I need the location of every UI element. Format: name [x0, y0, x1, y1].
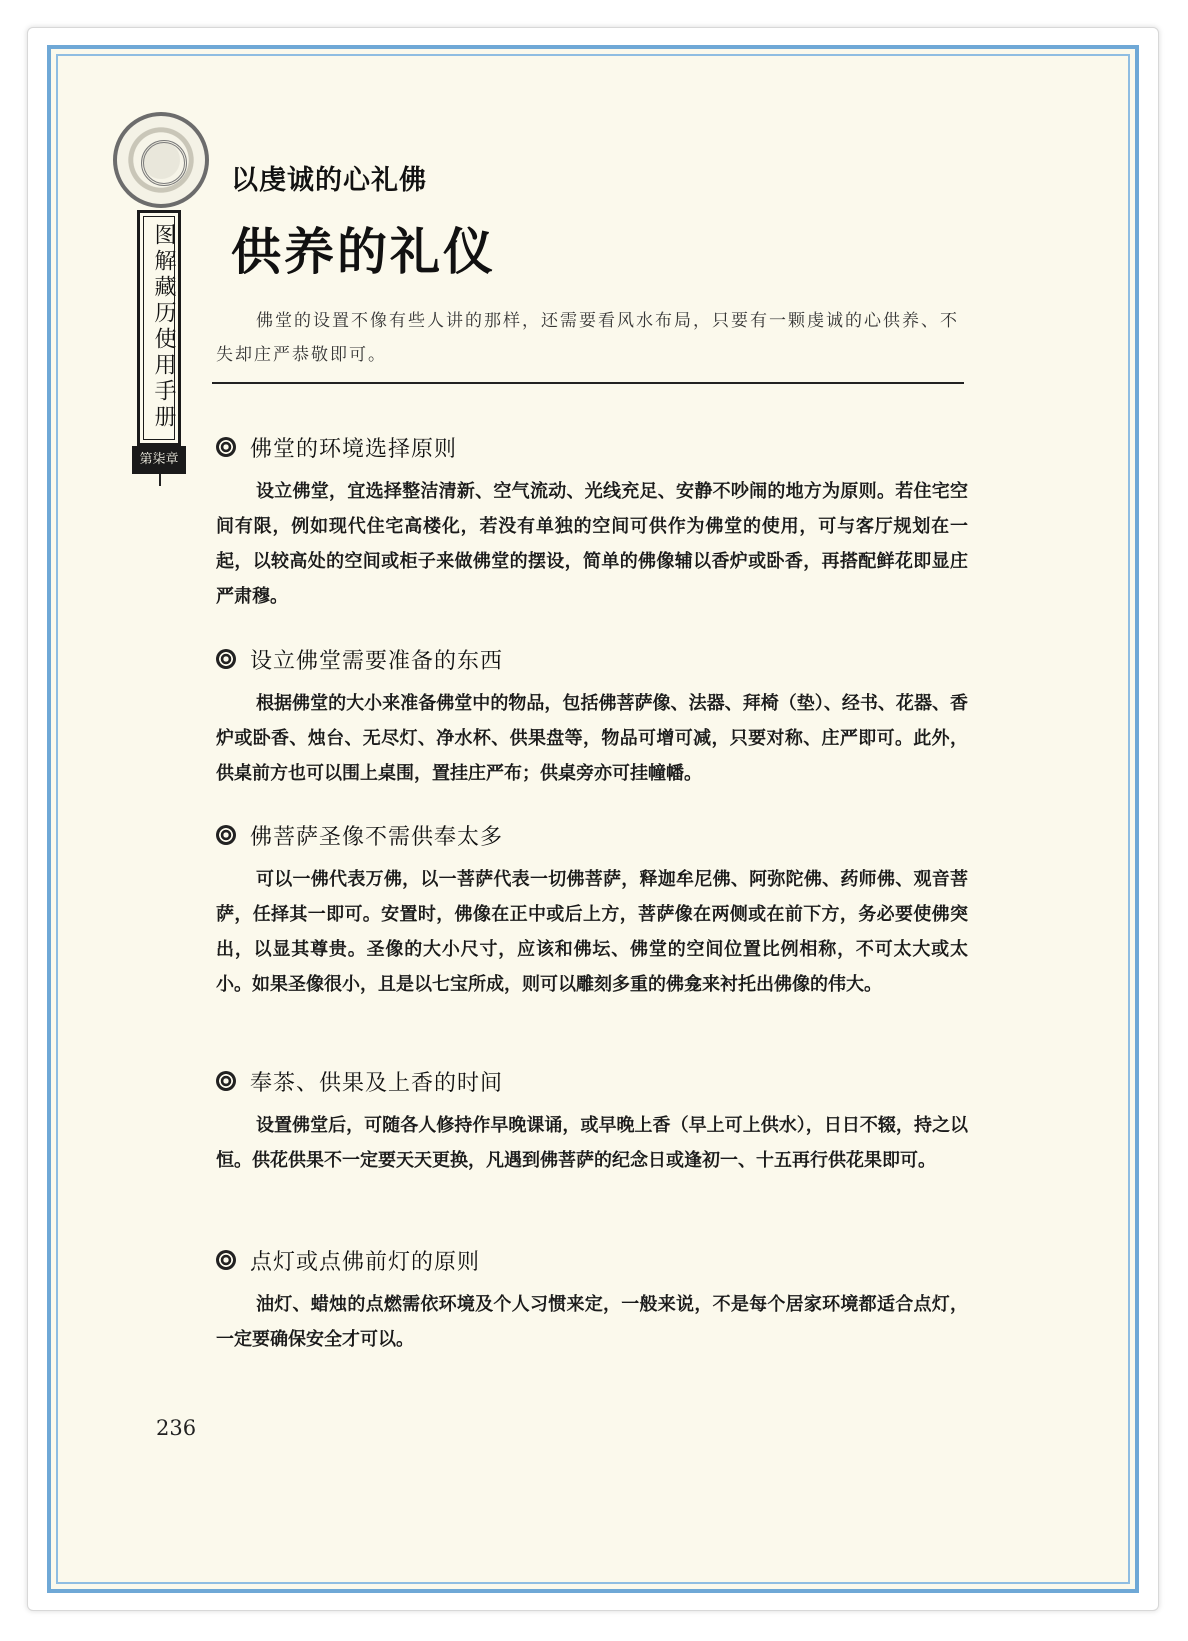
flower-bullet-icon: [216, 649, 236, 669]
section-environment: [216, 430, 968, 614]
section-body: 可以一佛代表万佛，以一菩萨代表一切佛菩萨，释迦牟尼佛、阿弥陀佛、药师佛、观音菩萨，任择其一即可。安置时，佛像在正中或后上方，菩萨像在两侧或在前下方，务必要使佛突出，以显其尊贵。圣像的大小尺寸，应该和佛坛、佛堂的空间位置比例相称，不可太大或太小。如果圣像很小，且是以七宝所成，则可以雕刻多重的佛龛来衬托出佛像的伟大。: [216, 869, 968, 995]
chapter-tag: 第柒章: [132, 446, 186, 474]
section-heading: 佛菩萨圣像不需供奉太多: [250, 824, 504, 850]
section-heading: 设立佛堂需要准备的东西: [250, 648, 504, 674]
section-body: 根据佛堂的大小来准备佛堂中的物品，包括佛菩萨像、法器、拜椅（垫）、经书、花器、香炉或卧香、烛台、无尽灯、净水杯、供果盘等，物品可增可减，只要对称、庄严即可。此外，供桌前方也可以围上桌围，置挂庄严布；供桌旁亦可挂幢幡。: [216, 693, 968, 784]
section-body: 设置佛堂后，可随各人修持作早晚课诵，或早晚上香（早上可上供水），日日不辍，持之以恒。供花供果不一定要天天更换，凡遇到佛菩萨的纪念日或逢初一、十五再行供花果即可。: [216, 1115, 968, 1171]
section-heading: 奉茶、供果及上香的时间: [250, 1070, 504, 1096]
section-heading: 佛堂的环境选择原则: [250, 436, 458, 462]
flower-bullet-icon: [216, 1250, 236, 1270]
page-number: 236: [156, 1416, 197, 1440]
flower-bullet-icon: [216, 437, 236, 457]
section-lamps: [216, 1243, 968, 1357]
book-title-vertical: 图解藏历使用手册: [151, 223, 176, 431]
divider: [212, 382, 964, 384]
section-body: 油灯、蜡烛的点燃需依环境及个人习惯来定，一般来说，不是每个居家环境都适合点灯，一定要确保安全才可以。: [216, 1294, 968, 1350]
flower-bullet-icon: [216, 825, 236, 845]
section-subtitle: 以虔诚的心礼佛: [231, 165, 427, 196]
section-preparation: [216, 642, 968, 791]
page-title: 供养的礼仪: [231, 222, 496, 281]
section-heading: 点灯或点佛前灯的原则: [250, 1249, 481, 1275]
flower-bullet-icon: [216, 1071, 236, 1091]
emblem-seal-icon: [113, 112, 209, 208]
section-offering-time: [216, 1064, 968, 1178]
chapter-side-label: [137, 210, 181, 446]
section-body: 设立佛堂，宜选择整洁清新、空气流动、光线充足、安静不吵闹的地方为原则。若住宅空间有限，例如现代住宅高楼化，若没有单独的空间可供作为佛堂的使用，可与客厅规划在一起，以较高处的空间或柜子来做佛堂的摆设，简单的佛像辅以香炉或卧香，再搭配鲜花即显庄严肃穆。: [216, 481, 968, 607]
section-statues: [216, 818, 968, 1002]
intro-paragraph: 佛堂的设置不像有些人讲的那样，还需要看风水布局，只要有一颗虔诚的心供养、不失却庄严恭敬即可。: [216, 311, 959, 365]
